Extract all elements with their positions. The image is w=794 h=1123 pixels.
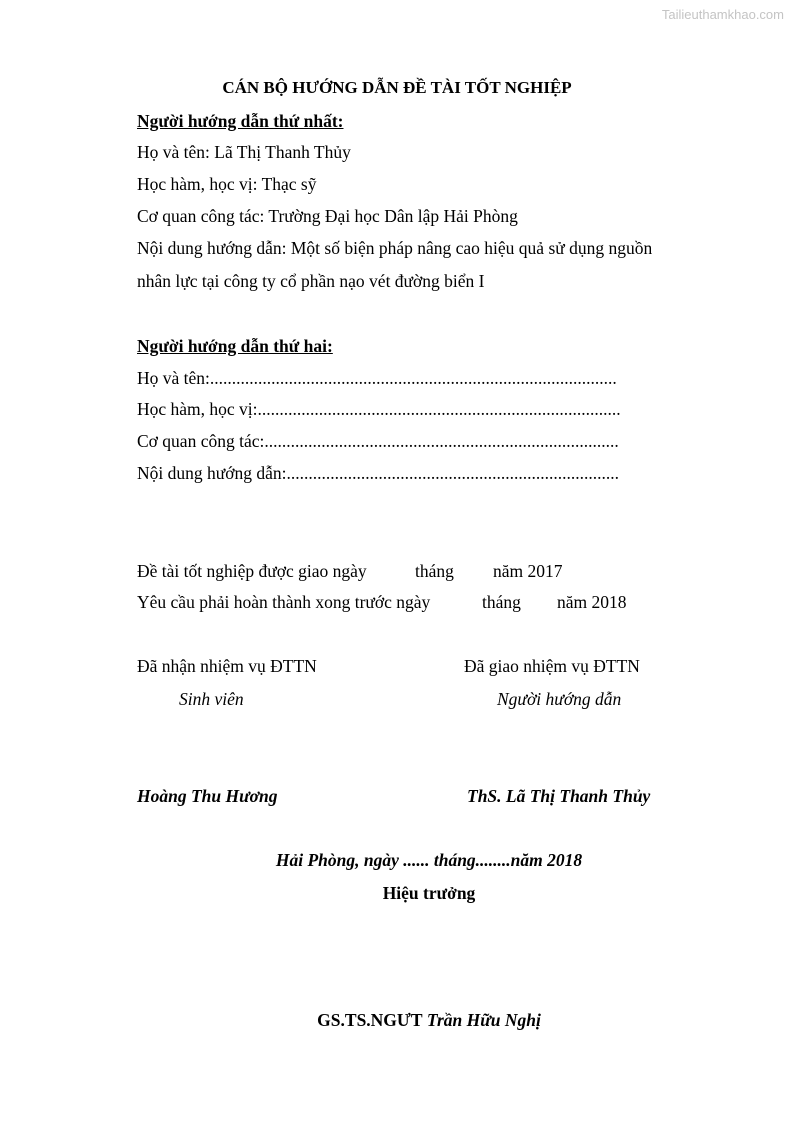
deadline-date-month: tháng bbox=[482, 592, 521, 612]
advisor-signature-label: Đã giao nhiệm vụ ĐTTN bbox=[464, 656, 640, 676]
principal-prefix: GS.TS.NGƯT bbox=[317, 1010, 423, 1030]
second-advisor-degree: Học hàm, học vị:................................................................................... bbox=[137, 399, 621, 419]
first-advisor-workplace: Cơ quan công tác: Trường Đại học Dân lập Hải Phòng bbox=[137, 206, 518, 226]
deadline-date-label: Yêu cầu phải hoàn thành xong trước ngày bbox=[137, 592, 431, 612]
student-role: Sinh viên bbox=[179, 689, 244, 709]
advisor-role: Người hướng dẫn bbox=[497, 689, 622, 709]
student-signature-label: Đã nhận nhiệm vụ ĐTTN bbox=[137, 656, 317, 676]
first-advisor-heading: Người hướng dẫn thứ nhất: bbox=[137, 111, 344, 131]
principal-title: Hiệu trưởng bbox=[382, 883, 476, 903]
second-advisor-heading: Người hướng dẫn thứ hai: bbox=[137, 336, 333, 356]
assigned-date-year: năm 2017 bbox=[493, 561, 563, 581]
first-advisor-name: Họ và tên: Lã Thị Thanh Thủy bbox=[137, 142, 351, 162]
assigned-date-month: tháng bbox=[415, 561, 454, 581]
second-advisor-name: Họ và tên:............................................................................................. bbox=[137, 368, 617, 388]
second-advisor-workplace: Cơ quan công tác:................................................................................. bbox=[137, 431, 619, 451]
page-title: CÁN BỘ HƯỚNG DẪN ĐỀ TÀI TỐT NGHIỆP bbox=[222, 78, 572, 97]
principal-signature bbox=[0, 1012, 794, 1030]
student-name: Hoàng Thu Hương bbox=[137, 786, 278, 806]
first-advisor-content-line1: Nội dung hướng dẫn: Một số biện pháp nâng cao hiệu quả sử dụng nguồn bbox=[137, 238, 653, 258]
first-advisor-degree: Học hàm, học vị: Thạc sỹ bbox=[137, 174, 317, 194]
first-advisor-content-line2: nhân lực tại công ty cổ phần nạo vét đường biển I bbox=[137, 271, 485, 291]
second-advisor-content: Nội dung hướng dẫn:............................................................................ bbox=[137, 463, 619, 483]
advisor-name: ThS. Lã Thị Thanh Thủy bbox=[467, 786, 651, 806]
watermark-text: Tailieuthamkhao.com bbox=[661, 7, 784, 22]
principal-name: Trần Hữu Nghị bbox=[426, 1010, 541, 1030]
place-date: Hải Phòng, ngày ...... tháng........năm 2018 bbox=[275, 850, 583, 870]
deadline-date-year: năm 2018 bbox=[557, 592, 627, 612]
assigned-date-label: Đề tài tốt nghiệp được giao ngày bbox=[137, 561, 367, 581]
